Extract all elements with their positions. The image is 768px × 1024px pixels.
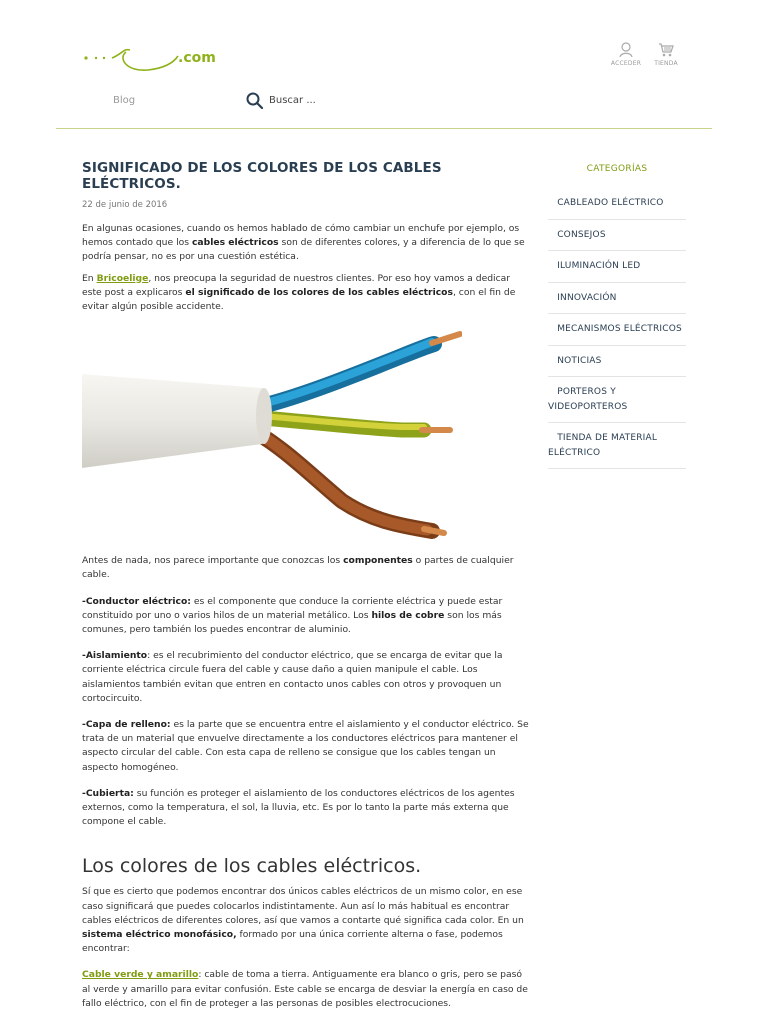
sidebar-item-tienda[interactable]	[548, 431, 686, 469]
sidebar-item-iluminacion[interactable]	[548, 259, 686, 283]
bold-text: cables eléctricos	[191, 237, 279, 249]
sidebar-item-label[interactable]: INNOVACIÓN	[557, 292, 617, 303]
sidebar-item-label[interactable]: PORTEROS Y VIDEOPORTEROS	[548, 387, 628, 412]
tienda-label: TIENDA	[654, 60, 678, 67]
article	[82, 160, 530, 1011]
term: -Conductor eléctrico:	[82, 595, 191, 607]
text: En	[82, 272, 97, 284]
text: es la parte que se encuentra entre el aislamiento y el conductor eléctrico. Se trata de un material que envuelve directamente a los conductores eléctricos para mantener el aspecto circular del cable. Con esta capa de relleno se consigue que los cables tengan un aspecto homogéneo.	[82, 719, 529, 773]
search-icon[interactable]	[246, 92, 263, 109]
nav-blog-link[interactable]: Blog	[113, 95, 136, 106]
sidebar-item-consejos[interactable]	[548, 228, 686, 252]
definition-capa-relleno	[82, 718, 530, 775]
sidebar-item-label[interactable]: NOTICIAS	[557, 355, 602, 366]
tienda-button[interactable]	[646, 42, 686, 67]
text: : cable de toma a tierra. Antiguamente era blanco o gris, pero se pasó al verde y amarillo para evitar confusión. Este cable se encarga de desviar la energía en caso de fallo eléctrico, con el fin de proteger a las personas de posibles electrocuciones.	[82, 969, 528, 1009]
text: son de diferentes colores, y a diferencia de lo que se podría pensar, no es por una cuestión estética.	[82, 237, 525, 263]
site-logo[interactable]	[82, 44, 222, 78]
term: -Aislamiento	[82, 650, 148, 662]
article-title[interactable]: SIGNIFICADO DE LOS COLORES DE LOS CABLES ELÉCTRICOS.	[82, 160, 442, 192]
bricoelige-link[interactable]: Bricoelige	[96, 272, 149, 284]
text: son los más comunes, pero también los puedes encontrar de aluminio.	[82, 609, 502, 636]
text: , nos preocupa la seguridad de nuestros clientes. Por eso hoy vamos a dedicar este post a explicaros	[82, 272, 511, 298]
text: En algunas ocasiones, cuando os hemos hablado de cómo cambiar un enchufe por ejemplo, os hemos contado que los	[82, 223, 520, 249]
paragraph-intro	[82, 222, 530, 265]
user-icon	[619, 42, 633, 58]
text: : es el recubrimiento del conductor eléctrico, que se encarga de evitar que la corriente eléctrica circule fuera del cable y cause daño a quien manipule el cable. Los aislamientos también evitan que entren en contacto unos cables con otros y provoquen un cortocircuito.	[82, 650, 503, 704]
text: Sí que es cierto que podemos encontrar dos únicos cables eléctricos de un mismo color, en ese caso significará que puedes colocarlos indistintamente. Aun así lo más habitual es encontrar cables eléctricos de diferentes colores, así que vamos a contarte qué significa cada color. En un	[82, 886, 524, 926]
cart-icon	[658, 42, 674, 58]
bold-text: el significado de los colores de los cables eléctricos	[185, 286, 453, 298]
term: -Capa de relleno:	[82, 719, 171, 731]
section-heading: Los colores de los cables eléctricos.	[82, 855, 422, 878]
acceder-button[interactable]	[606, 42, 646, 67]
paragraph-colors	[82, 885, 530, 956]
sidebar-item-label[interactable]: TIENDA DE MATERIAL ELÉCTRICO	[548, 433, 658, 458]
cable-image	[82, 326, 462, 546]
electric-cable-illustration	[82, 326, 462, 546]
sidebar-item-label[interactable]: CABLEADO ELÉCTRICO	[557, 198, 664, 208]
logo-text: .com	[178, 50, 216, 66]
search-placeholder[interactable]: Buscar ...	[269, 94, 316, 106]
bold-text: componentes	[343, 555, 413, 567]
cable-verde-amarillo-link[interactable]: Cable verde y amarillo	[82, 969, 199, 981]
text: es el componente que conduce la corriente eléctrica y puede estar constituido por uno o varios hilos de un material metálico. Los	[82, 595, 503, 621]
acceder-label: ACCEDER	[610, 60, 642, 67]
sidebar-item-label[interactable]: MECANISMOS ELÉCTRICOS	[557, 324, 682, 334]
paragraph-green-yellow	[82, 968, 530, 1011]
text: , con el fin de evitar algún posible accidente.	[82, 286, 516, 313]
sidebar-item-porteros[interactable]	[548, 385, 686, 423]
sidebar-item-noticias[interactable]	[548, 354, 686, 378]
search-field[interactable]	[246, 90, 316, 110]
definition-aislamiento	[82, 649, 530, 706]
article-date: 22 de junio de 2016	[82, 200, 168, 210]
text: o partes de cualquier cable.	[82, 555, 514, 581]
bold-text: sistema eléctrico monofásico,	[82, 929, 237, 941]
paragraph-components	[82, 554, 530, 582]
definition-cubierta	[82, 787, 530, 830]
text: su función es proteger el aislamiento de los conductores eléctricos de los agentes externos, como la temperatura, el sol, la lluvia, etc. Es por lo tanto la parte más externa que compone el cable.	[82, 787, 515, 828]
sidebar-item-innovacion[interactable]	[548, 291, 686, 315]
header-divider	[56, 128, 712, 129]
sidebar-item-label[interactable]: ILUMINACIÓN LED	[557, 261, 641, 271]
sidebar	[548, 164, 686, 477]
text: formado por una única corriente alterna o fase, podemos encontrar:	[82, 929, 503, 955]
sidebar-item-cableado[interactable]	[548, 196, 686, 220]
paragraph-bricoelige	[82, 272, 530, 315]
bold-text: hilos de cobre	[371, 609, 445, 621]
text: Antes de nada, nos parece importante que conozcas los	[82, 555, 344, 567]
definition-conductor	[82, 595, 530, 638]
sidebar-item-label[interactable]: CONSEJOS	[557, 229, 606, 240]
sidebar-item-mecanismos[interactable]	[548, 322, 686, 346]
term: -Cubierta:	[82, 787, 134, 799]
sidebar-title: CATEGORÍAS	[586, 164, 648, 174]
